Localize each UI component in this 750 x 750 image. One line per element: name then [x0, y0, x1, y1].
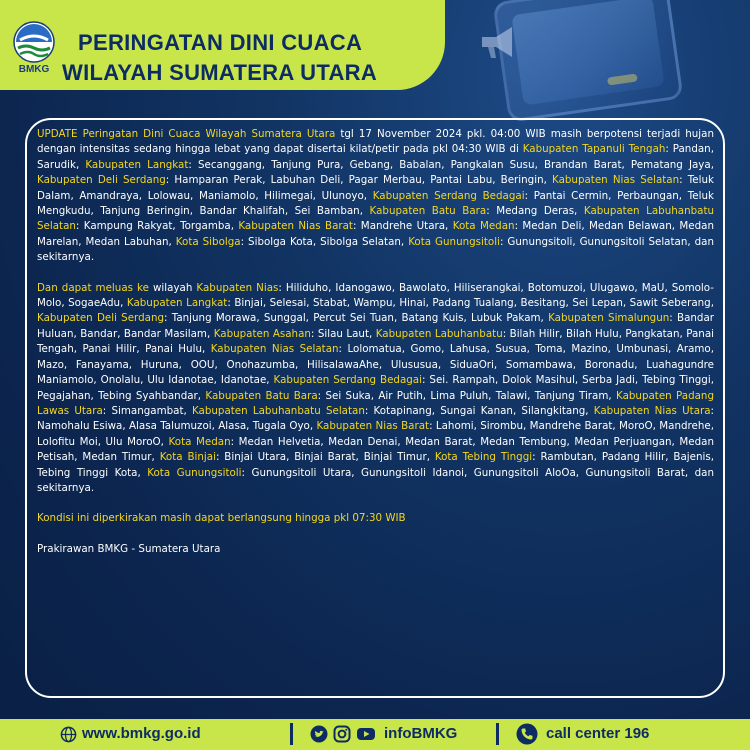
warning-text-segment: : Gunungsitoli Utara, Gunungsitoli Idanoi, Gunungsitoli AloOa, Gunungsitoli Barat, dan sekitarnya. — [37, 466, 714, 494]
region-name: Kabupaten Nias Barat — [238, 220, 353, 233]
region-name: Kabupaten Deli Serdang — [37, 312, 165, 325]
region-name: Kota Sibolga — [175, 235, 241, 248]
warning-text — [37, 127, 714, 572]
warning-text-segment: : Mandrehe Utara, — [352, 220, 453, 233]
youtube-icon[interactable] — [356, 725, 376, 743]
warning-text-segment: tgl 17 November 2024 pkl. 04:00 WIB masih berpotensi terjadi hujan dengan intensitas sedang hingga lebat yang dapat disertai kilat/petir pada pkl 04:30 WIB di — [37, 128, 715, 156]
region-name: Kabupaten Asahan — [213, 327, 311, 340]
region-name: Kabupaten Langkat — [85, 158, 189, 171]
warning-text-segment: : Silau Laut, — [310, 327, 376, 340]
warning-text-segment: : Lolomatua, Gomo, Lahusa, Susua, Toma, Mazino, Umbunasi, Aramo, Mazo, Fanayama, Huruna, OOU, Onohazumba, HilisalawaAhe, Ulususua, SiduaOri, Somambawa, Boronadu, Luahagundre Maniamolo, Onolalu, Ulu Idanotae, Idanotae, — [37, 343, 714, 387]
forecaster-signature: Prakirawan BMKG - Sumatera Utara — [37, 542, 221, 555]
footer-divider — [496, 723, 499, 745]
region-name: Kabupaten Deli Serdang — [37, 174, 166, 187]
globe-icon — [60, 726, 77, 743]
warning-text-segment: : Teluk Dalam, Amandraya, Lolowau, Maniamolo, Hilimegai, Ulunoyo, — [37, 174, 714, 202]
duration-note: Kondisi ini diperkirakan masih dapat berlangsung hingga pkl 07:30 WIB — [37, 512, 406, 525]
warning-text-segment: : Rambutan, Padang Hilir, Bajenis, Tebing Tinggi Kota, — [37, 451, 714, 479]
warning-paragraph-current — [37, 127, 714, 266]
warning-text-segment: : Gunungsitoli, Gunungsitoli Selatan, dan sekitarnya. — [37, 235, 714, 264]
warning-text-segment: wilayah — [148, 281, 197, 294]
warning-text-segment: : Namohalu Esiwa, Alasa Talumuzoi, Alasa, Tugala Oyo, — [37, 404, 715, 433]
region-name: Kabupaten Nias — [196, 281, 279, 294]
region-name: Kabupaten Padang Lawas Utara — [37, 389, 714, 417]
warning-text-segment: : Hiliduho, Idanogawo, Bawolato, Hiliserangkai, Botomuzoi, Ulugawo, MaU, Somolo-Molo, SogaeAdu, — [37, 281, 714, 310]
warning-text-segment: : Medan Deli, Medan Belawan, Medan Marelan, Medan Labuhan, — [37, 220, 714, 248]
region-name: Kota Gunungsitoli — [408, 235, 500, 248]
warning-text-segment: : Secanggang, Tanjung Pura, Gebang, Babalan, Pangkalan Susu, Brandan Barat, Pematang Jaya, — [188, 158, 714, 171]
region-name: Kabupaten Labuhanbatu — [375, 327, 503, 340]
call-center-label[interactable]: call center 196 — [546, 725, 650, 742]
region-name: Dan dapat meluas ke — [37, 281, 149, 294]
warning-text-segment: : Kotapinang, Sungai Kanan, Silangkitang, — [364, 404, 594, 417]
page-title-line-1: PERINGATAN DINI CUACA — [78, 30, 363, 55]
warning-text-segment: : Binjai Utara, Binjai Barat, Binjai Timur, — [215, 451, 435, 464]
region-name: Kabupaten Batu Bara — [369, 205, 487, 218]
warning-text-segment: : Sei Suka, Air Putih, Lima Puluh, Talawi, Tanjung Tiram, — [317, 389, 616, 402]
warning-text-segment: : Tanjung Morawa, Sunggal, Percut Sei Tuan, Batang Kuis, Lubuk Pakam, — [164, 312, 549, 325]
warning-text-segment: : Kampung Rakyat, Torgamba, — [75, 220, 239, 233]
warning-text-segment: : Sei. Rampah, Dolok Masihul, Serba Jadi, Tebing Tinggi, Pegajahan, Tebing Syahbandar, — [37, 374, 714, 402]
region-name: Kabupaten Nias Utara — [593, 404, 711, 417]
instagram-icon[interactable] — [333, 725, 351, 743]
region-name: Kota Medan — [452, 220, 515, 233]
page-title-line-2: WILAYAH SUMATERA UTARA — [62, 60, 378, 85]
region-name: Kabupaten Simalungun — [548, 312, 670, 325]
warning-text-segment: : Binjai, Selesai, Stabat, Wampu, Hinai, Padang Tualang, Besitang, Sei Lepan, Sawit Seberang, — [227, 297, 714, 310]
twitter-icon[interactable] — [310, 725, 328, 743]
warning-text-segment: : Medan Helvetia, Medan Denai, Medan Barat, Medan Tembung, Medan Perjuangan, Medan Petisah, Medan Timur, — [37, 435, 714, 464]
region-name: Kabupaten Batu Bara — [205, 389, 318, 402]
footer-bar — [0, 719, 750, 750]
region-name: Kota Medan — [168, 435, 231, 448]
region-name: Kabupaten Serdang Bedagai — [372, 189, 525, 202]
warning-text-segment: : Simangambat, — [102, 404, 192, 417]
region-name: Kota Gunungsitoli — [147, 466, 242, 479]
megaphone-icon — [476, 22, 520, 62]
header-banner — [0, 0, 445, 90]
footer-divider — [290, 723, 293, 745]
region-name: UPDATE Peringatan Dini Cuaca Wilayah Sumatera Utara — [37, 128, 336, 140]
social-handle[interactable]: infoBMKG — [384, 725, 458, 742]
warning-text-segment: : Sibolga Kota, Sibolga Selatan, — [240, 235, 409, 248]
logo-label: BMKG — [18, 64, 50, 75]
region-name: Kabupaten Nias Selatan — [552, 174, 680, 187]
region-name: Kota Tebing Tinggi — [434, 451, 533, 464]
warning-text-segment: : Lahomi, Sirombu, Mandrehe Barat, MoroO, Mandrehe, Lolofitu Moi, Ulu MoroO, — [37, 420, 714, 448]
website-link[interactable]: www.bmkg.go.id — [82, 725, 201, 742]
region-name: Kabupaten Labuhanbatu Selatan — [191, 404, 365, 417]
warning-text-segment: : Pantai Cermin, Perbaungan, Teluk Mengkudu, Tanjung Beringin, Bandar Khalifah, Sei Bamban, — [37, 189, 714, 218]
warning-text-segment: : Medang Deras, — [486, 205, 584, 218]
warning-text-segment: : Hamparan Perak, Labuhan Deli, Pagar Merbau, Pantai Labu, Beringin, — [165, 174, 553, 187]
region-name: Kabupaten Labuhanbatu Selatan — [37, 205, 715, 233]
region-name: Kabupaten Tapanuli Tengah — [522, 143, 666, 156]
region-name: Kabupaten Langkat — [126, 297, 228, 310]
background-phone-graphic — [492, 0, 683, 123]
warning-text-segment: : Pandan, Sarudik, — [37, 143, 714, 171]
region-name: Kabupaten Nias Barat — [316, 420, 430, 433]
phone-icon — [516, 723, 538, 745]
warning-text-segment: : Bandar Huluan, Bandar, Bandar Masilam, — [37, 312, 714, 340]
region-name: Kota Binjai — [159, 451, 216, 464]
region-name: Kabupaten Nias Selatan — [210, 343, 339, 356]
warning-text-segment: : Bilah Hilir, Bilah Hulu, Pangkatan, Panai Tengah, Panai Hilir, Panai Hulu, — [37, 327, 714, 356]
region-name: Kabupaten Serdang Bedagai — [273, 374, 422, 387]
warning-paragraph-expanding — [37, 281, 714, 497]
